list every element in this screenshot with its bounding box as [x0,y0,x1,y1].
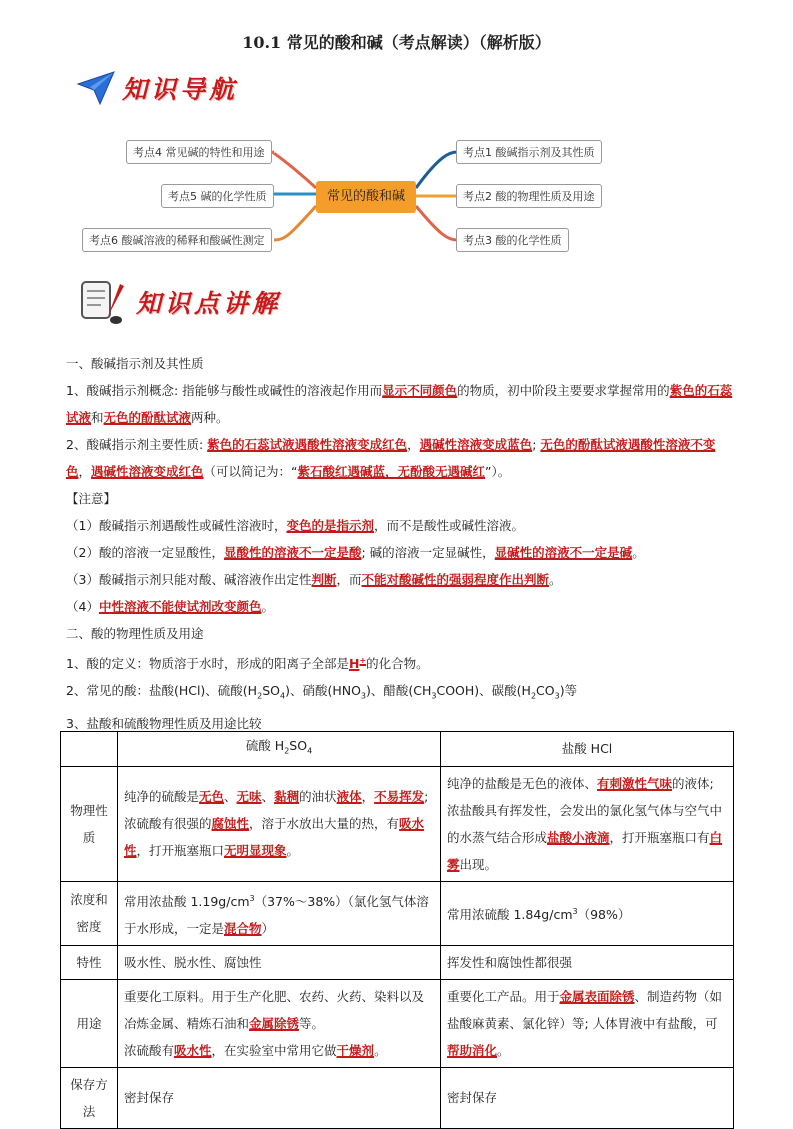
text: 的物质，初中阶段主要要求掌握常用 [457,383,658,398]
text: ，在实验室中常用它做 [211,1042,337,1058]
text: ”）。 [485,464,511,479]
subscript: 4 [279,691,286,701]
section1-para1 [66,377,734,431]
text: ， [361,789,375,804]
highlight-text: 帮助消化 [447,1042,498,1058]
section2-heading: 二、酸的物理性质及用途 [66,626,204,641]
text: 1、酸的定义：物质溶于水时，形成的阳离子全部是 [66,656,349,672]
subscript: 2 [257,691,263,701]
text: （98%） [577,907,631,923]
text: （3）酸碱指示剂只能对酸、碱溶液作出定性 [66,572,312,587]
row-label-property: 特性 [61,945,118,979]
cell-sulfuric-concentration [118,881,441,945]
common-acids [66,677,734,710]
highlight-text: 盐酸小液滴 [547,829,610,845]
highlight-text: 显示不同颜色 [382,383,458,398]
header-sulfuric [118,732,441,767]
text: ; 浓硫酸有很强的 [124,789,429,831]
knowledge-points-title: 知识点讲解 [136,289,282,318]
superscript: 3 [572,907,578,916]
text: 。 [497,1042,510,1058]
text: SO [262,683,280,699]
table-row [61,1067,734,1128]
text: 、 [224,789,237,804]
cell-hcl-property: 挥发性和腐蚀性都很强 [441,945,734,979]
text: )、醋酸(CH [366,683,432,699]
highlight-text: 变色的是指示剂 [286,518,374,533]
text: 2、常见的酸：盐酸(HCl)、硫酸(H [66,683,258,699]
mindmap-connectors [0,0,793,300]
highlight-text: 液体 [336,789,362,804]
highlight-text: 显碱性的溶液不一定是碱 [494,545,633,560]
cell-sulfuric-physical [118,766,441,881]
text: （1）酸碱指示剂遇酸性或碱性溶液时， [66,518,287,533]
body-content [66,350,734,737]
superscript: 3 [249,893,255,903]
highlight-text: 腐蚀性 [211,816,250,831]
mindmap-node-topic3: 考点3 酸的化学性质 [456,228,569,252]
highlight-text: 遇碱性溶液变成蓝色 [419,437,533,452]
text: 纯净的盐酸是无色的液体、 [447,775,598,791]
table-row [61,881,734,945]
text: 。 [632,545,645,560]
cell-sulfuric-usage [118,979,441,1067]
highlight-text: 无色 [199,789,225,804]
subscript: 2 [530,691,537,701]
highlight-text: 吸水性 [124,816,425,858]
text: )、硝酸(HNO [285,683,361,699]
highlight-text: 金属表面除锈 [559,988,635,1004]
cell-hcl-usage [441,979,734,1067]
table-row [61,979,734,1067]
acid-comparison-table [60,731,734,1129]
highlight-text: 无味 [236,789,262,804]
text: ，而不是酸性或碱性溶液。 [373,518,524,533]
text: ， [78,464,92,479]
highlight-text: 显酸性的溶液不一定是酸 [223,545,362,560]
highlight-text: 吸水性 [174,1042,212,1058]
highlight-text: 金属除锈 [249,1015,300,1031]
highlight-text: 混合物 [224,920,262,936]
cell-hcl-storage: 密封保存 [441,1067,734,1128]
text: （37%～38%）（氯化氢气体溶于水形成，一定是 [124,893,429,936]
text: （4） [66,599,99,614]
section1-heading: 一、酸碱指示剂及其性质 [66,356,204,371]
text: 重要化工原料。用于生产化肥、农药、火药、染料以及冶炼金属、精炼石油和 [124,988,425,1031]
mindmap-node-topic6: 考点6 酸碱溶液的稀释和酸碱性测定 [82,228,272,252]
highlight-text: 性溶液不变色 [66,437,716,479]
note-2 [66,539,734,566]
cell-hcl-physical [441,766,734,881]
row-label-storage: 保存方法 [61,1067,118,1128]
note-1 [66,512,734,539]
table-corner-cell [61,732,118,767]
highlight-text: 无色的酚酞试液 [103,410,192,425]
text: 的油状 [299,789,337,804]
subscript: 3 [431,691,437,701]
text: ，打开瓶塞瓶口有 [609,829,710,845]
highlight-text: 黏稠 [274,789,300,804]
table-row [61,766,734,881]
comparison-intro: 3、盐酸和硫酸物理性质及用途比较 [66,715,262,731]
text: 常用浓硫酸 1.84g/cm [447,907,573,923]
highlight-text: 判断 [311,572,337,587]
subscript: 3 [554,691,560,701]
text: 2、酸碱指示剂主要性质: [66,437,208,452]
acid-definition [66,647,734,677]
row-label-physical: 物理性质 [61,766,118,881]
highlight-text: 有刺激性气味 [597,775,673,791]
highlight-text: 干燥剂 [336,1042,375,1058]
highlight-text: 无色的酚酞试液遇酸 [540,437,653,452]
page-title: 10.1 常见的酸和碱（考点解读）（解析版） [242,33,551,52]
text: 等。 [299,1015,325,1031]
text: SO [289,738,308,753]
text: 和 [91,410,104,425]
highlight-text: 紫石酸红遇碱蓝，无酚酸无遇碱红 [297,464,486,479]
text: 、 [261,789,275,804]
text: 硫酸 H [245,738,285,753]
highlight-text: 紫色的石蕊试液 [66,383,733,425]
text: 。 [261,599,274,614]
subscript: 4 [307,746,313,756]
text: （可以简记为：“ [203,464,298,479]
knowledge-nav-title: 知识导航 [122,75,239,104]
superscript: + [359,656,367,665]
text: 。 [549,572,562,587]
text: 。 [374,1042,387,1058]
text: ， [407,437,420,452]
text: ，溶于水放出大量的热，有 [249,816,400,831]
note-4 [66,593,734,620]
text: 重要化工产品。用于 [447,988,560,1004]
text: 出现。 [459,856,498,872]
mindmap-center: 常见的酸和碱 [316,181,416,213]
table-row [61,945,734,979]
text: 常用浓盐酸 1.19g/cm [124,893,250,909]
text: 浓硫酸有 [124,1042,175,1058]
text: 两种。 [191,410,229,425]
text: 的化合物。 [366,656,429,672]
highlight-text: 无明显现象 [224,843,287,858]
text: 的液体; 浓盐酸具有挥发性，会发出的氯化氢气体与空气中的水蒸气结合形成 [447,775,723,845]
text: ; [532,437,541,452]
text: )等 [559,683,578,699]
text: ） [261,920,275,936]
subscript: 2 [284,746,290,756]
note-3 [66,566,734,593]
text: 1、酸碱指示剂概念: 指能够与酸性或碱性的溶液起作用而 [66,383,383,398]
text: 。 [286,843,300,858]
knowledge-points-banner [76,276,281,328]
cell-sulfuric-property: 吸水性、脱水性、腐蚀性 [118,945,441,979]
cell-sulfuric-storage: 密封保存 [118,1067,441,1128]
header-hydrochloric: 盐酸 HCl [441,732,734,767]
highlight-text: 白雾 [447,829,723,872]
row-label-usage: 用途 [61,979,118,1067]
mindmap-node-topic4: 考点4 常见碱的特性和用途 [126,140,272,164]
text: COOH)、碳酸(H [436,683,531,699]
text: ，而 [336,572,362,587]
section1-para2 [66,431,734,485]
mindmap-node-topic1: 考点1 酸碱指示剂及其性质 [456,140,602,164]
highlight-text: 遇碱性溶液变成红色 [91,464,204,479]
highlight-text: 中性溶液不能使试剂改变颜色 [98,599,262,614]
text: ; 碱的溶液一定显碱性， [361,545,495,560]
text: 的 [657,383,670,398]
scroll-quill-icon [76,276,128,328]
text: CO [536,683,555,699]
highlight-text: 不易挥发 [374,789,425,804]
mindmap-node-topic2: 考点2 酸的物理性质及用途 [456,184,602,208]
table-header-row [61,732,734,767]
note-heading: 【注意】 [66,491,117,506]
highlight-text: 不能对酸碱性的强弱程度作出判断 [361,572,550,587]
cell-hcl-concentration [441,881,734,945]
text: ，打开瓶塞瓶口 [136,843,225,858]
text: 纯净的硫酸是 [124,789,200,804]
highlight-text: 紫色的石蕊试液遇酸性溶液变成红色 [207,437,408,452]
highlight-text: H [348,656,360,672]
mindmap-node-topic5: 考点5 碱的化学性质 [161,184,274,208]
text: 、制造药物（如盐酸麻黄素、氯化锌）等; 人体胃液中有盐酸，可 [447,988,723,1031]
subscript: 3 [360,691,366,701]
row-label-concentration: 浓度和密度 [61,881,118,945]
text: （2）酸的溶液一定显酸性， [66,545,224,560]
